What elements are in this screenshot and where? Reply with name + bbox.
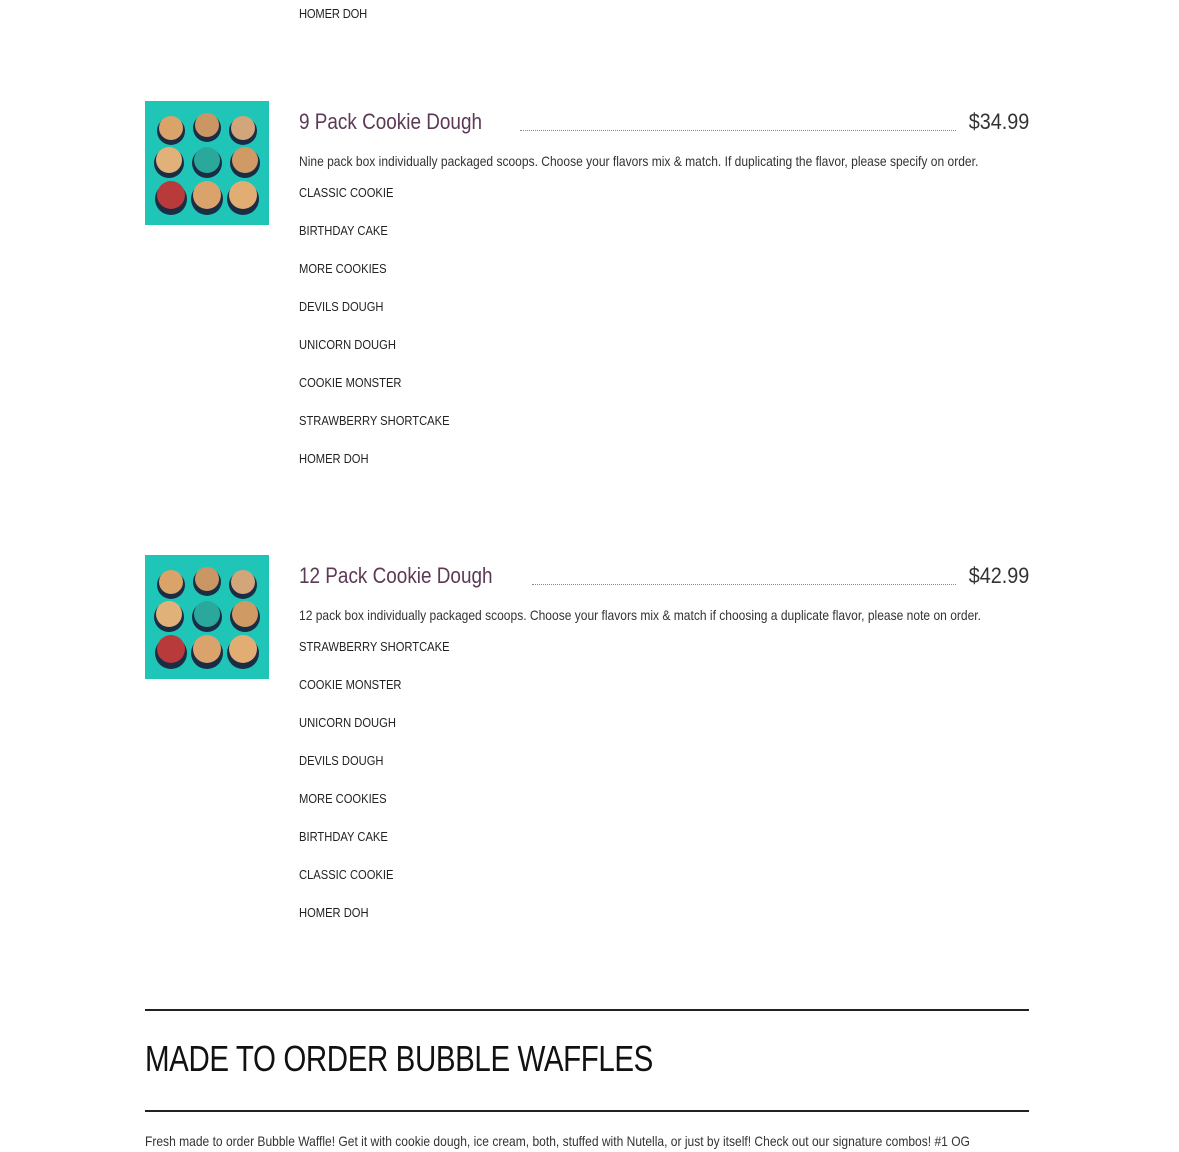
product-image[interactable] <box>145 555 269 679</box>
section-description: Fresh made to order Bubble Waffle! Get it with cookie dough, ice cream, both, stuffed with Nutella, or just by itself! Check out our signature combos! #1 OG <box>145 1133 970 1149</box>
flavor-item: COOKIE MONSTER <box>299 375 402 390</box>
menu-item-info <box>299 101 1029 489</box>
flavor-item: UNICORN DOUGH <box>299 715 396 730</box>
item-title[interactable]: 9 Pack Cookie Dough <box>299 109 483 134</box>
item-price: $42.99 <box>968 563 1029 588</box>
section-title: MADE TO ORDER BUBBLE WAFFLES <box>145 1038 653 1079</box>
flavor-item: DEVILS DOUGH <box>299 299 384 314</box>
title-row <box>299 101 1029 135</box>
flavor-item: BIRTHDAY CAKE <box>299 223 388 238</box>
item-price: $34.99 <box>968 109 1029 134</box>
cookie-dough-cups-photo-icon <box>145 101 269 225</box>
cookie-dough-cups-photo-icon <box>145 555 269 679</box>
dotted-leader <box>532 583 956 585</box>
flavor-item: HOMER DOH <box>299 6 368 21</box>
menu-item-info <box>299 555 1029 943</box>
item-title[interactable]: 12 Pack Cookie Dough <box>299 563 493 588</box>
section-divider-bottom <box>145 1110 1029 1112</box>
title-row <box>299 555 1029 589</box>
flavor-item: DEVILS DOUGH <box>299 753 384 768</box>
flavor-item: HOMER DOH <box>299 451 369 466</box>
flavor-item: STRAWBERRY SHORTCAKE <box>299 639 450 654</box>
dotted-leader <box>520 129 956 131</box>
flavor-item: CLASSIC COOKIE <box>299 867 394 882</box>
flavor-item: CLASSIC COOKIE <box>299 185 394 200</box>
flavor-item: BIRTHDAY CAKE <box>299 829 388 844</box>
flavor-item: MORE COOKIES <box>299 791 387 806</box>
flavor-item: COOKIE MONSTER <box>299 677 402 692</box>
item-description: Nine pack box individually packaged scoops. Choose your flavors mix & match. If duplicating the flavor, please specify on order. <box>299 153 979 169</box>
flavor-item: UNICORN DOUGH <box>299 337 396 352</box>
item-description: 12 pack box individually packaged scoops. Choose your flavors mix & match if choosing a duplicate flavor, please note on order. <box>299 607 981 623</box>
flavor-list <box>299 639 1029 943</box>
flavor-item: STRAWBERRY SHORTCAKE <box>299 413 450 428</box>
flavor-item: MORE COOKIES <box>299 261 387 276</box>
flavor-list <box>299 185 1029 489</box>
section-divider-top <box>145 1009 1029 1011</box>
product-image[interactable] <box>145 101 269 225</box>
flavor-item: HOMER DOH <box>299 905 369 920</box>
